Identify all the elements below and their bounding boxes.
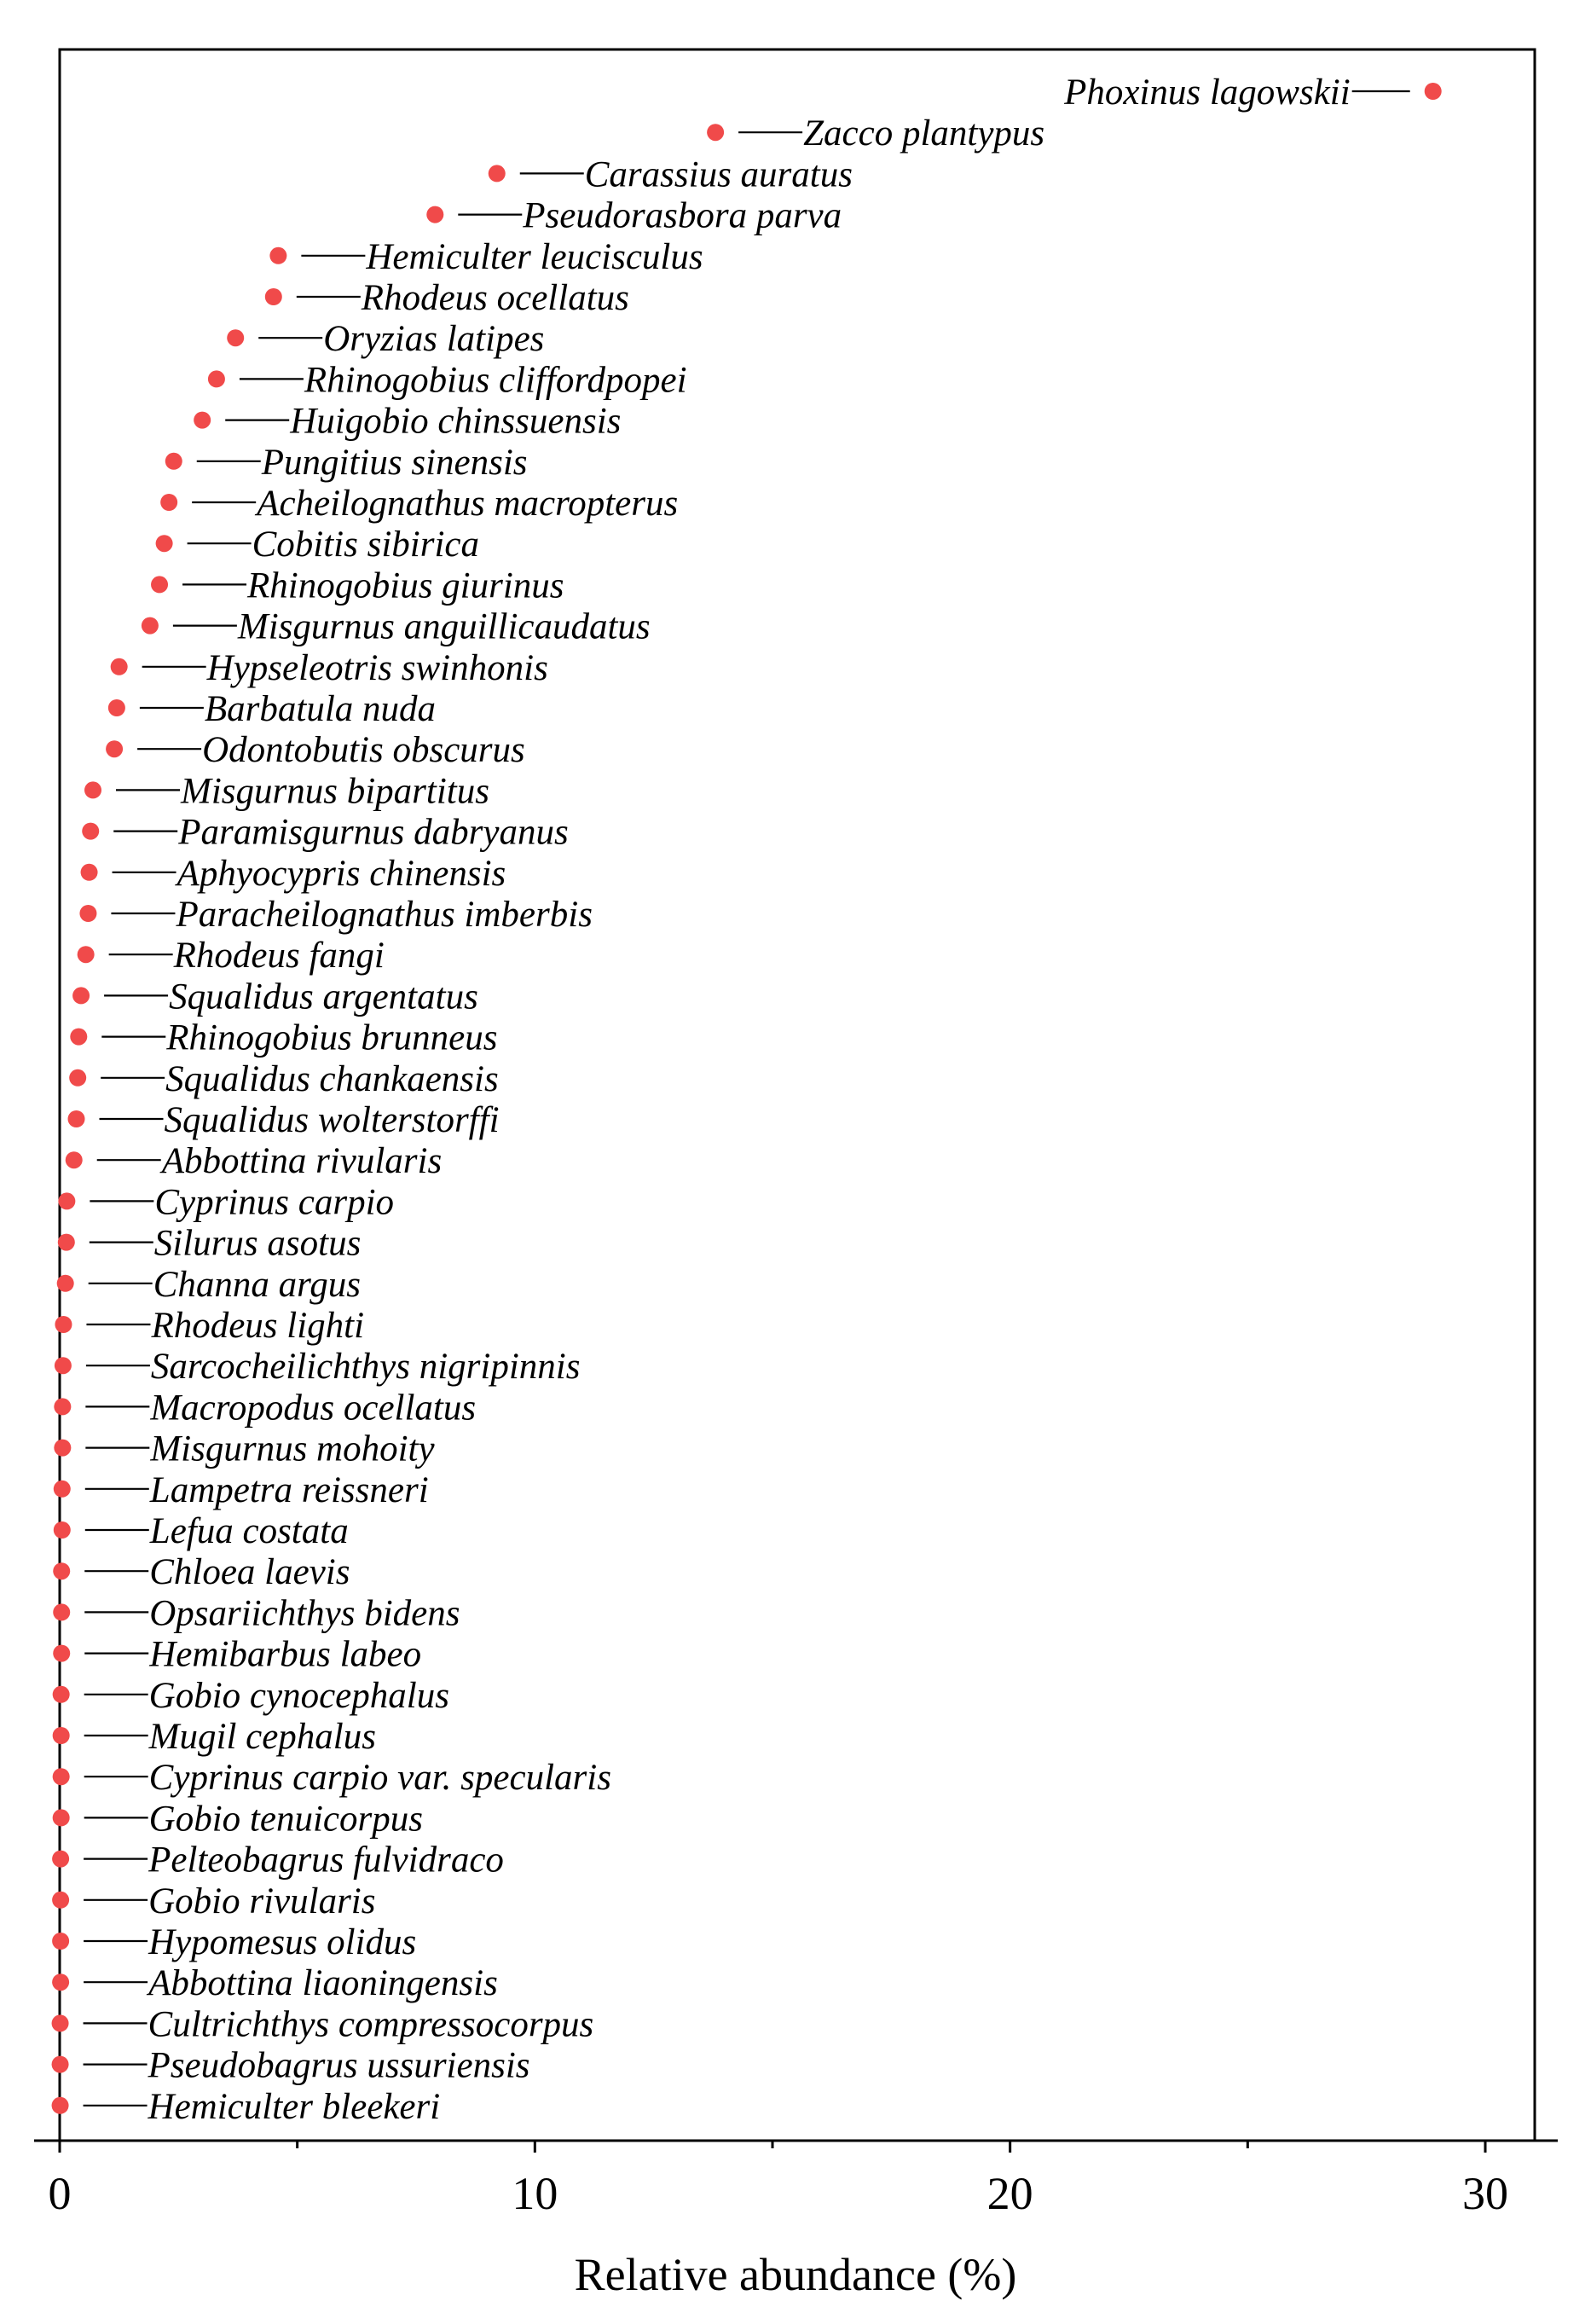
species-label: Hypomesus olidus: [148, 1922, 417, 1962]
x-tick-label: 30: [1462, 2168, 1508, 2219]
data-point: [208, 370, 225, 387]
species-label: Hemibarbus labeo: [149, 1634, 422, 1675]
species-label: Oryzias latipes: [323, 319, 545, 360]
species-label: Gobio cynocephalus: [148, 1675, 449, 1716]
data-point: [53, 1686, 70, 1703]
species-label: Sarcocheilichthys nigripinnis: [150, 1347, 581, 1388]
data-point: [53, 1645, 70, 1662]
species-row: [52, 1963, 498, 2003]
species-label: Chloea laevis: [149, 1552, 350, 1593]
x-axis-title: Relative abundance (%): [574, 2249, 1017, 2300]
species-label: Abbottina rivularis: [161, 1141, 443, 1182]
species-label: Rhinogobius giurinus: [247, 565, 564, 606]
data-point: [58, 1192, 75, 1209]
data-point: [106, 740, 123, 757]
species-row: [194, 402, 621, 442]
data-point: [54, 1481, 71, 1498]
species-label: Macropodus ocellatus: [150, 1388, 477, 1429]
species-label: Phoxinus lagowskii: [1064, 72, 1351, 113]
data-point: [58, 1234, 75, 1251]
x-tick-label: 0: [48, 2168, 72, 2219]
species-label: Carassius auratus: [584, 154, 853, 195]
data-point: [66, 1151, 83, 1168]
data-point: [78, 946, 95, 963]
species-label: Hemiculter leucisculus: [366, 236, 703, 277]
species-label: Misgurnus mohoity: [150, 1429, 435, 1469]
species-label: Rhinogobius brunneus: [166, 1017, 498, 1058]
species-row: [489, 154, 853, 194]
species-label: Pelteobagrus fulvidraco: [148, 1840, 504, 1881]
species-row: [53, 1799, 423, 1839]
species-row: [68, 1100, 500, 1140]
species-row: [265, 278, 629, 318]
species-label: Pungitius sinensis: [261, 442, 528, 483]
species-row: [52, 1922, 416, 1962]
species-row: [1063, 72, 1442, 113]
species-label: Rhodeus lighti: [151, 1306, 365, 1346]
data-point: [55, 1357, 72, 1374]
species-row: [53, 1758, 611, 1798]
species-row: [66, 1141, 442, 1181]
species-label: Barbatula nuda: [204, 689, 437, 729]
data-point: [52, 1973, 69, 1991]
species-label: Abbottina liaoningensis: [148, 1963, 498, 2004]
species-row: [53, 1635, 421, 1675]
species-label: Channa argus: [153, 1264, 362, 1305]
species-row: [55, 1347, 581, 1387]
species-row: [52, 2046, 530, 2086]
species-row: [70, 1018, 497, 1058]
species-label: Acheilognathus macropterus: [257, 484, 679, 524]
species-row: [108, 689, 436, 729]
species-row: [79, 895, 593, 935]
data-point: [52, 2097, 69, 2114]
species-row: [52, 2087, 441, 2127]
data-point: [156, 535, 173, 552]
data-point: [52, 2056, 69, 2073]
species-label: Silurus asotus: [153, 1223, 362, 1264]
data-point: [52, 2014, 69, 2031]
species-row: [82, 813, 569, 853]
species-row: [151, 565, 564, 606]
species-row: [84, 771, 489, 811]
data-point: [707, 124, 724, 141]
data-point: [1425, 83, 1442, 100]
data-point: [269, 247, 286, 264]
species-row: [78, 936, 385, 976]
species-row: [426, 196, 842, 236]
species-label: Pseudobagrus ussuriensis: [148, 2045, 530, 2086]
data-point: [194, 412, 211, 429]
species-row: [142, 607, 651, 647]
data-point: [111, 658, 128, 675]
species-label: Cobitis sibirica: [252, 524, 480, 565]
data-point: [69, 1069, 86, 1087]
species-label: Rhodeus fangi: [173, 936, 385, 977]
species-row: [58, 1182, 394, 1222]
species-row: [53, 1676, 449, 1716]
data-point: [108, 699, 125, 716]
data-point: [53, 1727, 70, 1744]
species-label: Squalidus argentatus: [169, 977, 478, 1017]
species-label: Gobio rivularis: [148, 1881, 376, 1921]
species-label: Aphyocypris chinensis: [176, 853, 506, 894]
data-point: [72, 987, 90, 1004]
species-row: [165, 443, 528, 483]
species-row: [54, 1470, 429, 1510]
species-label: Opsariichthys bidens: [149, 1593, 460, 1634]
data-point: [52, 1933, 69, 1950]
species-row: [707, 113, 1044, 154]
data-point: [79, 905, 96, 922]
species-row: [52, 2004, 594, 2044]
data-point: [265, 288, 282, 305]
data-point: [426, 206, 443, 223]
species-label: Zacco plantypus: [803, 113, 1045, 154]
species-label: Paramisgurnus dabryanus: [178, 812, 569, 853]
data-point: [54, 1440, 71, 1457]
species-label: Lefua costata: [149, 1511, 349, 1551]
species-label: Paracheilognathus imberbis: [176, 895, 593, 935]
species-label: Odontobutis obscurus: [202, 730, 525, 771]
data-point: [68, 1110, 85, 1127]
species-row: [106, 730, 525, 770]
data-point: [81, 864, 98, 881]
species-label: Hypseleotris swinhonis: [206, 647, 548, 688]
data-point: [52, 1892, 69, 1909]
species-row: [69, 1059, 499, 1099]
species-row: [52, 1881, 375, 1921]
species-label: Rhinogobius cliffordpopei: [304, 360, 687, 401]
species-label: Cultrichthys compressocorpus: [148, 2004, 594, 2045]
species-label: Cyprinus carpio: [154, 1182, 395, 1223]
data-point: [151, 576, 168, 593]
species-row: [54, 1388, 476, 1428]
data-point: [70, 1029, 87, 1046]
species-row: [208, 360, 687, 400]
species-row: [55, 1306, 364, 1346]
species-row: [160, 484, 678, 524]
species-label: Lampetra reissneri: [149, 1469, 429, 1510]
species-label: Cyprinus carpio var. specularis: [148, 1758, 611, 1799]
species-label: Squalidus chankaensis: [165, 1058, 499, 1099]
species-label: Misgurnus bipartitus: [181, 771, 489, 812]
species-label: Misgurnus anguillicaudatus: [237, 606, 651, 647]
data-point: [53, 1603, 70, 1620]
species-label: Huigobio chinssuensis: [290, 401, 622, 442]
data-point: [165, 453, 182, 470]
species-row: [54, 1429, 435, 1469]
species-row: [58, 1224, 362, 1264]
x-axis-ticks: [49, 2141, 1509, 2219]
species-label: Squalidus wolterstorffi: [164, 1100, 500, 1140]
data-point: [82, 823, 99, 840]
species-row: [227, 319, 544, 359]
species-rows: [52, 72, 1442, 2127]
species-row: [53, 1717, 376, 1757]
species-row: [156, 524, 479, 565]
data-point: [52, 1851, 69, 1868]
data-point: [142, 617, 159, 635]
data-point: [227, 329, 244, 346]
species-label: Rhodeus ocellatus: [361, 278, 629, 318]
data-point: [54, 1398, 71, 1415]
species-row: [81, 854, 506, 894]
data-point: [53, 1768, 70, 1785]
species-label: Pseudorasbora parva: [523, 195, 842, 236]
data-point: [53, 1562, 70, 1579]
x-tick-label: 10: [512, 2168, 558, 2219]
data-point: [55, 1316, 72, 1333]
species-row: [53, 1552, 350, 1592]
data-point: [53, 1809, 70, 1826]
species-row: [111, 648, 548, 688]
data-point: [160, 494, 177, 511]
species-label: Mugil cephalus: [148, 1717, 377, 1757]
species-label: Gobio tenuicorpus: [148, 1799, 423, 1840]
data-point: [489, 165, 506, 182]
species-row: [57, 1265, 361, 1305]
species-row: [53, 1593, 460, 1633]
data-point: [54, 1521, 71, 1539]
species-row: [72, 977, 478, 1017]
species-row: [52, 1840, 504, 1881]
x-tick-label: 20: [986, 2168, 1033, 2219]
data-point: [57, 1275, 74, 1292]
species-row: [269, 237, 703, 277]
species-row: [54, 1511, 349, 1551]
data-point: [84, 781, 101, 798]
species-label: Hemiculter bleekeri: [148, 2086, 441, 2127]
